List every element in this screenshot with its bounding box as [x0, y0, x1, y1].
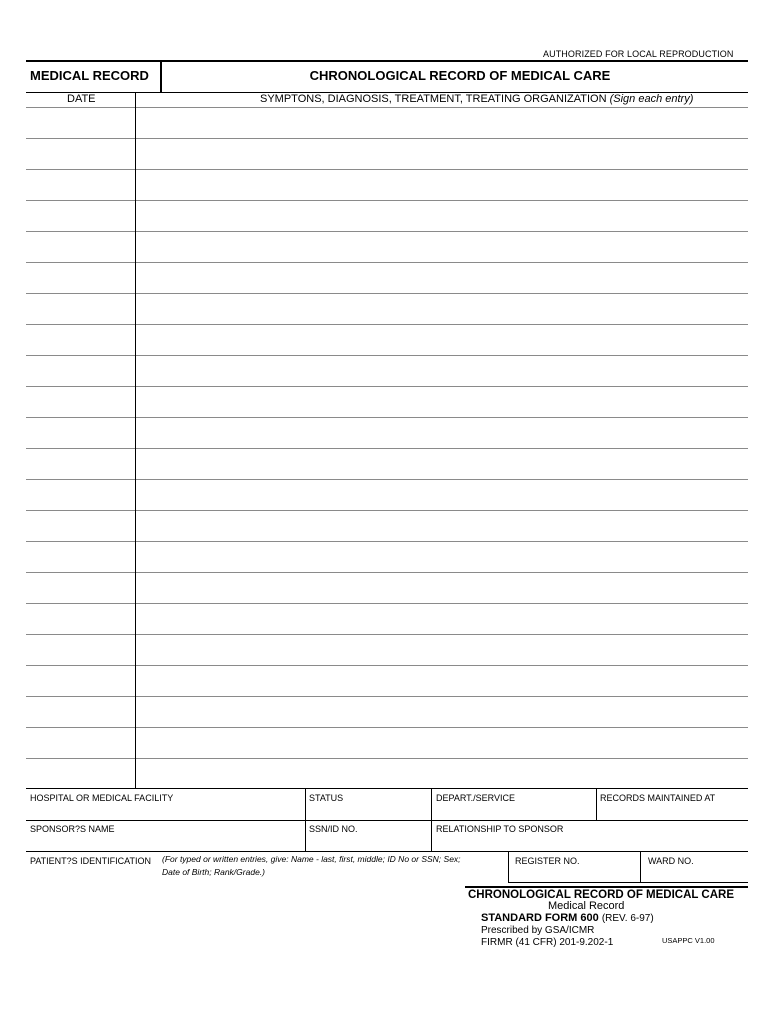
symptoms-column-header: [260, 93, 693, 105]
register-field-label: REGISTER NO.: [515, 856, 580, 866]
ssn-field-label: SSN/ID NO.: [309, 824, 358, 834]
date-column-header: DATE: [67, 93, 96, 105]
standard-form-number: STANDARD FORM 600: [481, 912, 599, 924]
sponsor-name-field-label: SPONSOR?S NAME: [30, 824, 115, 834]
authorized-reproduction-note: AUTHORIZED FOR LOCAL REPRODUCTION: [543, 49, 734, 59]
date-column-divider: [135, 93, 136, 788]
footer-version: USAPPC V1.00: [662, 936, 715, 945]
v-divider-depart: [431, 788, 432, 851]
v-divider-status: [305, 788, 306, 851]
patient-id-instructions-1: (For typed or written entries, give: Name - last, first, middle; ID No or SSN; Sex;: [162, 854, 461, 864]
patient-id-instructions-2: Date of Birth; Rank/Grade.): [162, 867, 265, 877]
form-revision: (REV. 6-97): [601, 913, 654, 924]
hospital-field-label: HOSPITAL OR MEDICAL FACILITY: [30, 793, 174, 803]
footer-subtitle: Medical Record: [548, 900, 625, 912]
v-divider-records: [596, 788, 597, 820]
symptoms-column-label: SYMPTONS, DIAGNOSIS, TREATMENT, TREATING ORGANIZATION: [260, 93, 607, 105]
medical-record-label: MEDICAL RECORD: [30, 68, 149, 83]
patient-id-field-label: PATIENT?S IDENTIFICATION: [30, 856, 152, 866]
records-field-label: RECORDS MAINTAINED AT: [600, 793, 716, 803]
id-block-rule-2: [26, 820, 748, 821]
depart-field-label: DEPART./SERVICE: [436, 793, 516, 803]
form-title: CHRONOLOGICAL RECORD OF MEDICAL CARE: [309, 68, 611, 83]
footer-title-text: CHRONOLOGICAL RECORD OF MEDICAL CARE: [468, 889, 734, 901]
top-thick-rule: [26, 60, 748, 62]
ward-field-label: WARD NO.: [648, 856, 694, 866]
footer-prescribed: Prescribed by GSA/ICMR: [481, 925, 595, 936]
v-divider-register: [508, 851, 509, 882]
footer-firmr: FIRMR (41 CFR) 201-9.202-1: [481, 937, 614, 948]
id-block-bottom-rule: [508, 882, 748, 883]
footer-top-rule: [465, 886, 748, 888]
v-divider-ward: [640, 851, 641, 882]
footer-form-number: [481, 913, 654, 925]
sign-each-entry-note: (Sign each entry): [609, 93, 694, 105]
relationship-field-label: RELATIONSHIP TO SPONSOR: [436, 824, 564, 834]
status-field-label: STATUS: [309, 793, 344, 803]
id-block-top-rule: [26, 788, 748, 789]
